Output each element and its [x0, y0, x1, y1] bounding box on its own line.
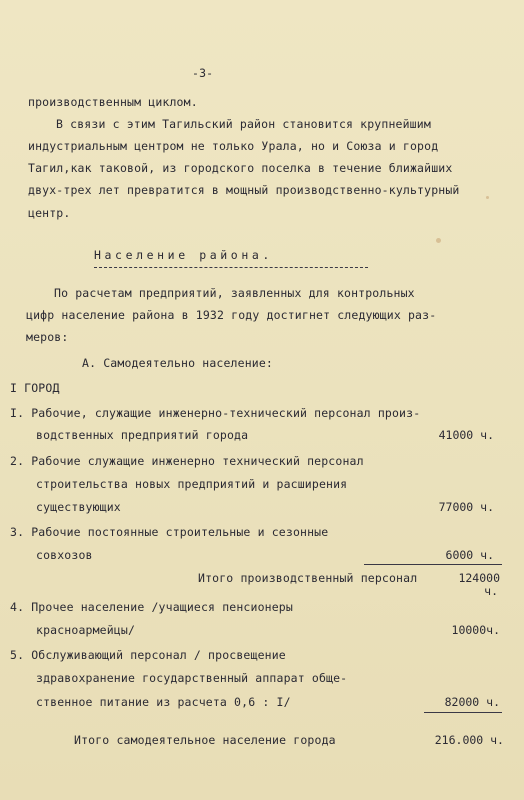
- text-line: центр.: [28, 206, 71, 220]
- subtotal-unit: ч.: [484, 584, 498, 598]
- list-item-5-line-3: ственное питание из расчета 0,6 : I/: [36, 695, 291, 709]
- paper-stain: [436, 238, 441, 243]
- text-line: Тагил,как таковой, из городского поселка в течение ближайших: [28, 161, 453, 175]
- list-item-4-line-1: 4. Прочее население /учащиеся пенсионеры: [10, 600, 293, 614]
- value-item-5: 82000 ч.: [444, 695, 500, 709]
- text-line: По расчетам предприятий, заявленных для контрольных: [54, 286, 415, 300]
- subtotal-label: Итого производственный персонал: [198, 571, 418, 585]
- list-item-1-line-2: водственных предприятий города: [36, 428, 249, 442]
- text-line: двух-трех лет превратится в мощный производственно-культурный: [28, 183, 460, 197]
- list-item-2-line-1: 2. Рабочие служащие инженерно технический персонал: [10, 454, 364, 468]
- section-label: I ГОРОД: [10, 381, 60, 395]
- subtotal-value: 124000: [458, 571, 500, 585]
- value-item-2: 77000 ч.: [438, 500, 494, 514]
- list-item-5-line-2: здравохранение государственный аппарат обще-: [36, 671, 348, 685]
- list-item-4-line-2: красноармейцы/: [36, 623, 136, 637]
- subheading: А. Самодеятельно население:: [82, 356, 273, 370]
- text-line: В связи с этим Тагильский район становится крупнейшим: [56, 117, 431, 131]
- text-line: индустриальным центром не только Урала, но и Союза и город: [28, 139, 439, 153]
- text-line: меров:: [26, 330, 69, 344]
- list-item-1-line-1: I. Рабочие, служащие инженерно-технический персонал произ-: [10, 406, 421, 420]
- heading-underline: [94, 267, 368, 268]
- total-label: Итого самодеятельное население города: [74, 733, 336, 747]
- value-item-3: 6000 ч.: [445, 548, 494, 562]
- list-item-3-line-2: совхозов: [36, 548, 93, 562]
- value-item-4: 10000ч.: [451, 623, 500, 637]
- list-item-3-line-1: 3. Рабочие постоянные строительные и сезонные: [10, 525, 329, 539]
- text-line: производственным циклом.: [28, 95, 198, 109]
- paper-stain: [486, 196, 489, 199]
- list-item-2-line-2: строительства новых предприятий и расширения: [36, 477, 348, 491]
- value-item-1: 41000 ч.: [438, 428, 494, 442]
- total-value: 216.000 ч.: [434, 733, 504, 747]
- text-line: цифр население района в 1932 году достигнет следующих раз-: [26, 308, 437, 322]
- page-number: -3-: [192, 66, 214, 80]
- list-item-2-line-3: существующих: [36, 500, 121, 514]
- total-rule: [424, 712, 502, 713]
- list-item-5-line-1: 5. Обслуживающий персонал / просвещение: [10, 648, 286, 662]
- section-heading: Население района.: [94, 248, 273, 262]
- subtotal-rule: [364, 564, 502, 565]
